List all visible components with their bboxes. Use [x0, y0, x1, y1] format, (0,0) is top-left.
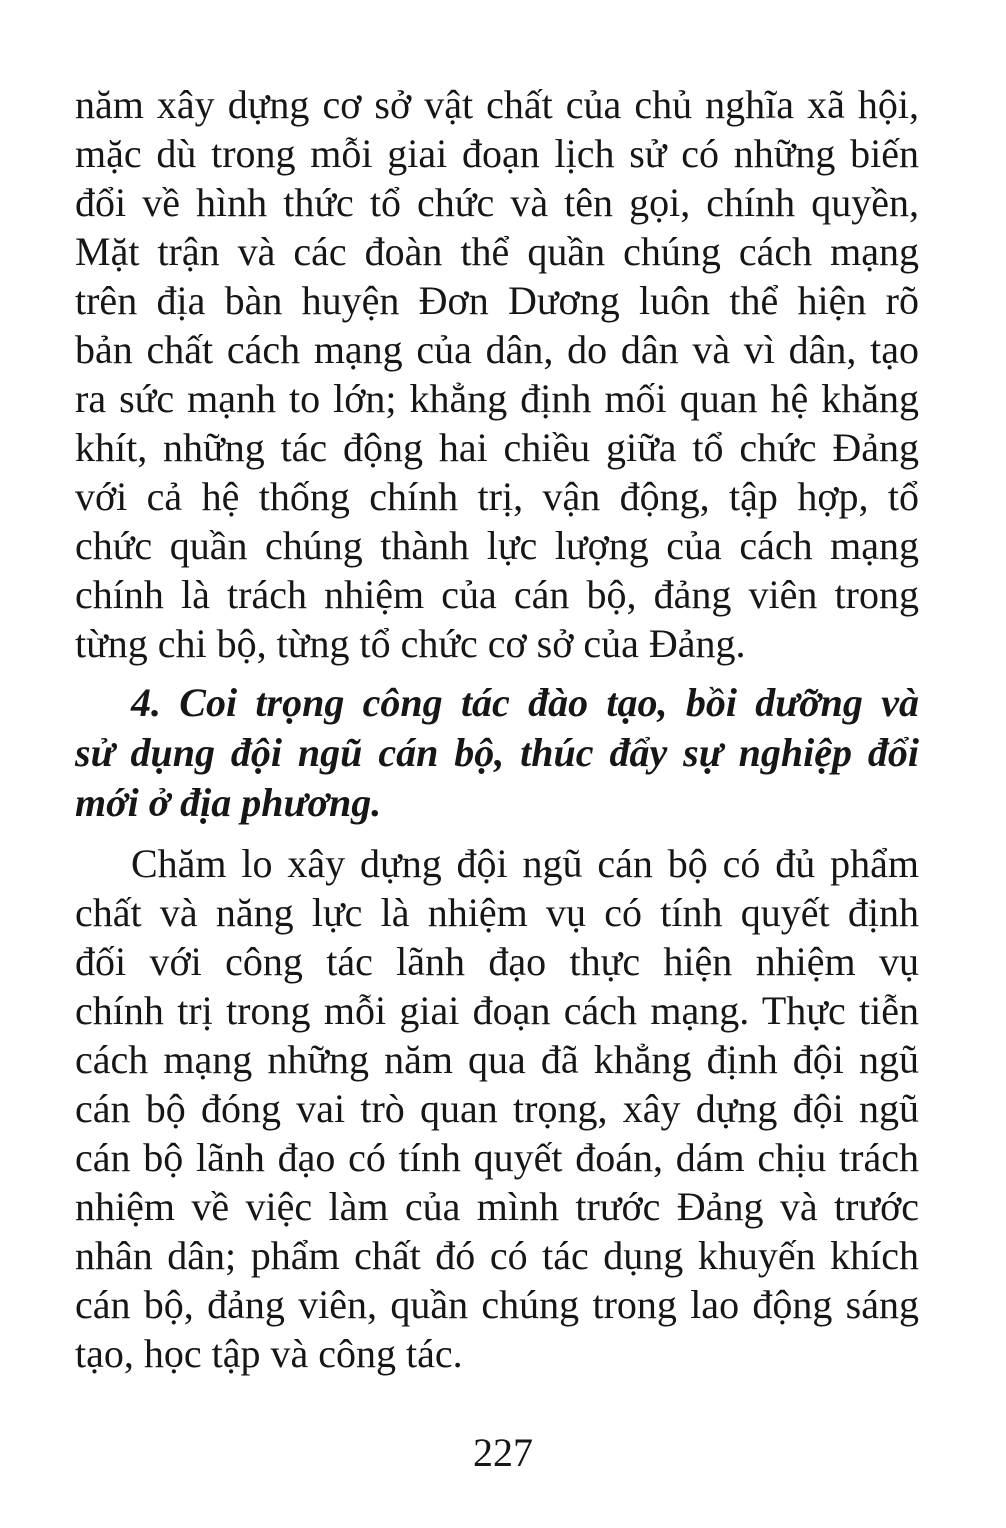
text-line: cách mạng những năm qua đã khẳng định đội ngũ: [75, 1037, 919, 1082]
text-line: đối với công tác lãnh đạo thực hiện nhiệm vụ: [75, 939, 919, 984]
text-line: Mặt trận và các đoàn thể quần chúng cách mạng: [75, 229, 919, 274]
text-line: trên địa bàn huyện Đơn Dương luôn thể hiện rõ: [75, 278, 919, 323]
section-heading: [75, 678, 919, 828]
text-line: năm xây dựng cơ sở vật chất của chủ nghĩa xã hội,: [75, 82, 919, 127]
text-line: khít, những tác động hai chiều giữa tổ chức Đảng: [75, 425, 919, 470]
text-line: chính trị trong mỗi giai đoạn cách mạng. Thực tiễn: [75, 988, 919, 1033]
text-line: Chăm lo xây dựng đội ngũ cán bộ có đủ phẩm: [131, 841, 919, 886]
text-line: ra sức mạnh to lớn; khẳng định mối quan hệ khăng: [75, 376, 919, 421]
text-line: chức quần chúng thành lực lượng của cách mạng: [75, 523, 919, 568]
text-line: đổi về hình thức tổ chức và tên gọi, chính quyền,: [75, 180, 919, 225]
heading-line: mới ở địa phương.: [75, 780, 382, 825]
text-line: tạo, học tập và công tác.: [75, 1331, 463, 1376]
text-line: mặc dù trong mỗi giai đoạn lịch sử có những biến: [75, 131, 919, 176]
text-line: từng chi bộ, từng tổ chức cơ sở của Đảng.: [75, 621, 746, 666]
text-line: với cả hệ thống chính trị, vận động, tập hợp, tổ: [75, 474, 919, 519]
body-paragraph-continued: [75, 80, 919, 668]
text-line: cán bộ, đảng viên, quần chúng trong lao động sáng: [75, 1282, 919, 1327]
text-line: cán bộ đóng vai trò quan trọng, xây dựng đội ngũ: [75, 1086, 919, 1131]
body-paragraph: [75, 839, 919, 1378]
text-line: nhân dân; phẩm chất đó có tác dụng khuyến khích: [75, 1233, 919, 1278]
text-line: nhiệm về việc làm của mình trước Đảng và trước: [75, 1184, 919, 1229]
text-line: cán bộ lãnh đạo có tính quyết đoán, dám chịu trách: [75, 1135, 919, 1180]
heading-line: sử dụng đội ngũ cán bộ, thúc đẩy sự nghiệp đổi: [75, 730, 919, 775]
text-line: chính là trách nhiệm của cán bộ, đảng viên trong: [75, 572, 919, 617]
heading-line: 4. Coi trọng công tác đào tạo, bồi dưỡng và: [131, 680, 919, 725]
page-number: 227: [473, 1430, 533, 1475]
text-line: bản chất cách mạng của dân, do dân và vì dân, tạo: [75, 327, 919, 372]
text-line: chất và năng lực là nhiệm vụ có tính quyết định: [75, 890, 919, 935]
